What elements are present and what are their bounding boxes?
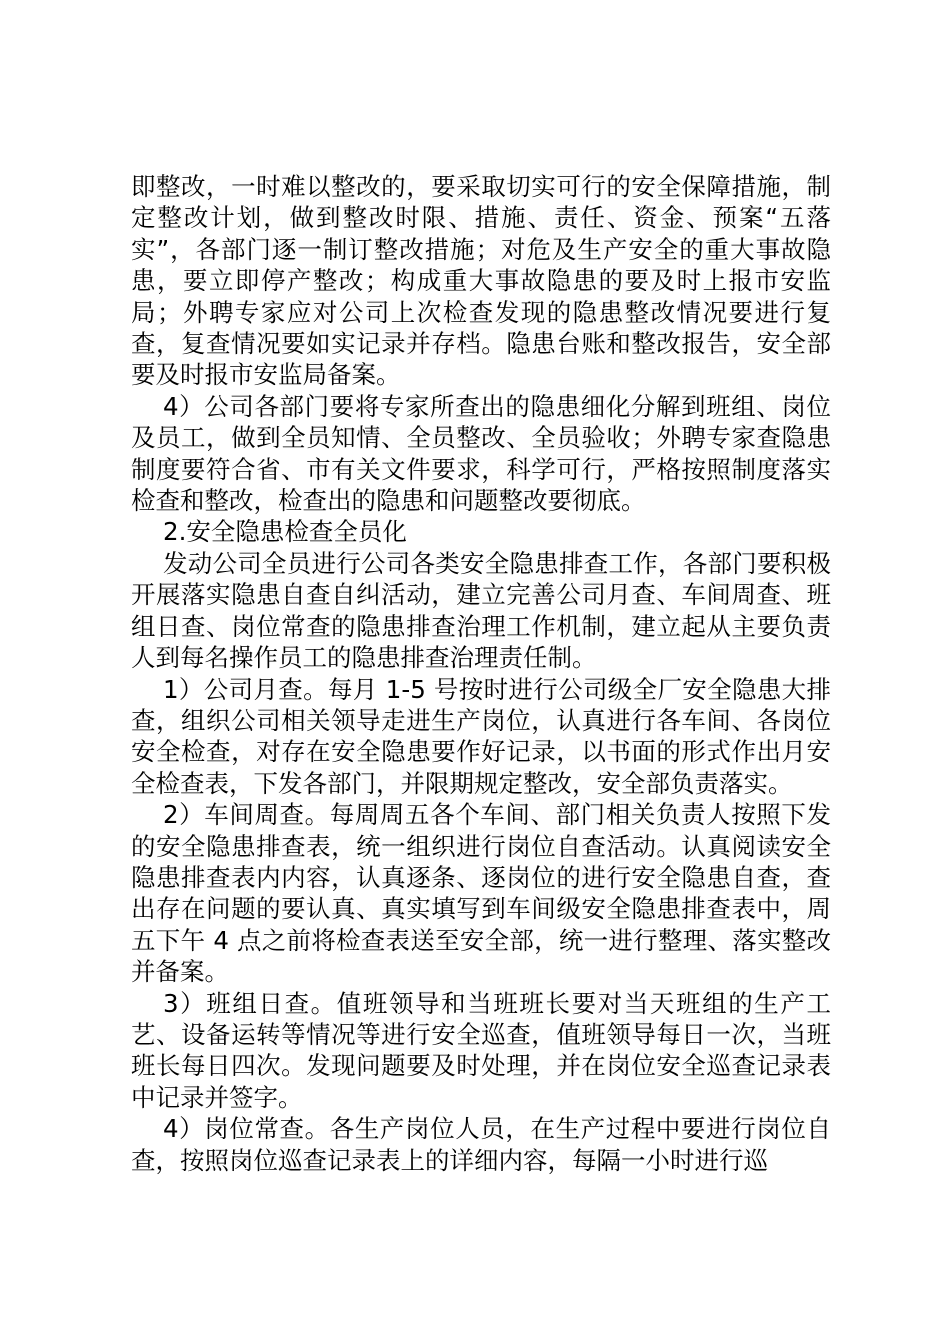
section-heading: 2.安全隐患检查全员化 — [163, 517, 407, 547]
paragraph-intro: 发动公司全员进行公司各类安全隐患排查工作，各部门要积极开展落实隐患自查自纠活动，建立完善公司月查、车间周查、班组日查、岗位常查的隐患排查治理工作机制，建立起从主要负责人到每名操作员工的隐患排查治理责任制。 — [131, 548, 831, 673]
paragraph-item-4: 4）公司各部门要将专家所查出的隐患细化分解到班组、岗位及员工，做到全员知情、全员整改、全员验收；外聘专家查隐患制度要符合省、市有关文件要求，科学可行，严格按照制度落实检查和整改，检查出的隐患和问题整改要彻底。 — [131, 391, 831, 516]
paragraph-routine-check: 4）岗位常查。各生产岗位人员，在生产过程中要进行岗位自查，按照岗位巡查记录表上的详细内容，每隔一小时进行巡 — [131, 1114, 831, 1175]
paragraph-monthly-check: 1）公司月查。每月 1-5 号按时进行公司级全厂安全隐患大排查，组织公司相关领导走进生产岗位，认真进行各车间、各岗位安全检查，对存在安全隐患要作好记录，以书面的形式作出月安全检查表，下发各部门，并限期规定整改，安全部负责落实。 — [131, 674, 831, 798]
paragraph-daily-check: 3）班组日查。值班领导和当班班长要对当天班组的生产工艺、设备运转等情况等进行安全巡查，值班领导每日一次，当班班长每日四次。发现问题要及时处理，并在岗位安全巡查记录表中记录并签字。 — [131, 988, 831, 1112]
paragraph-continuation: 即整改，一时难以整改的，要采取切实可行的安全保障措施，制定整改计划，做到整改时限、措施、责任、资金、预案“五落实”，各部门逐一制订整改措施；对危及生产安全的重大事故隐患，要立即停产整改；构成重大事故隐患的要及时上报市安监局；外聘专家应对公司上次检查发现的隐患整改情况要进行复查，复查情况要如实记录并存档。隐患台账和整改报告，安全部要及时报市安监局备案。 — [131, 172, 831, 390]
paragraph-weekly-check: 2）车间周查。每周周五各个车间、部门相关负责人按照下发的安全隐患排查表，统一组织进行岗位自查活动。认真阅读安全隐患排查表内内容，认真逐条、逐岗位的进行安全隐患自查，查出存在问题的要认真、真实填写到车间级安全隐患排查表中，周五下午 4 点之前将检查表送至安全部，统一进行整理、落实整改并备案。 — [131, 800, 831, 987]
document-body — [131, 171, 831, 1176]
